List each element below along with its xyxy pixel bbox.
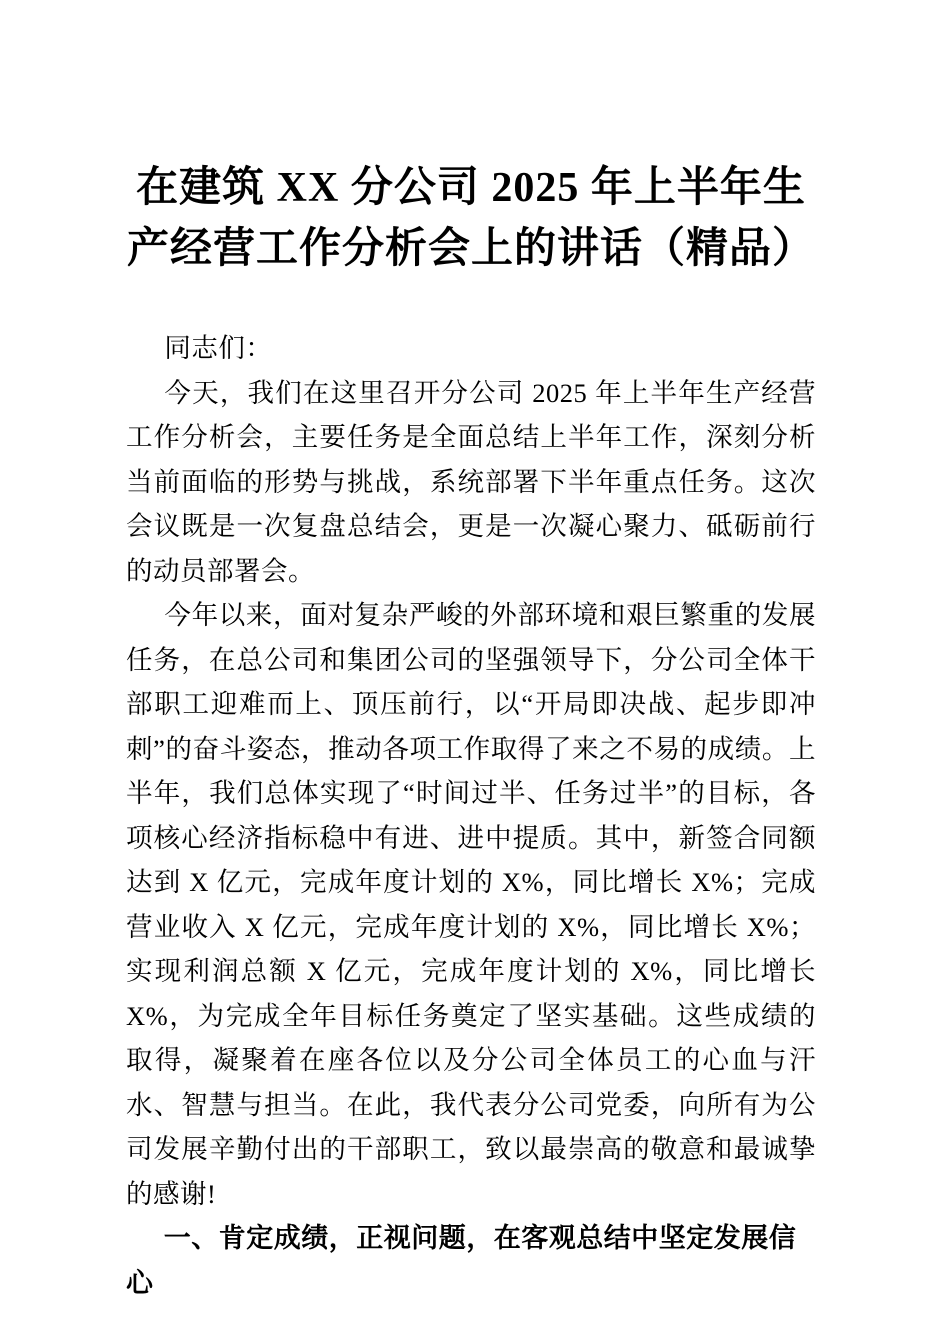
paragraph-achievements-summary: 今年以来，面对复杂严峻的外部环境和艰巨繁重的发展任务，在总公司和集团公司的坚强领导下，分公司全体干部职工迎难而上、顶压前行，以“开局即决战、起步即冲刺”的奋斗姿态，推动各项工作取得了来之不易的成绩。上半年，我们总体实现了“时间过半、任务过半”的目标，各项核心经济指标稳中有进、进中提质。其中，新签合同额达到 X 亿元，完成年度计划的 X%，同比增长 X%；完成营业收入 X 亿元，完成年度计划的 X%，同比增长 X%；实现利润总额 X 亿元，完成年度计划的 X%，同比增长 X%，为完成全年目标任务奠定了坚实基础。这些成绩的取得，凝聚着在座各位以及分公司全体员工的心血与汗水、智慧与担当。在此，我代表分公司党委，向所有为公司发展辛勤付出的干部职工，致以最崇高的敬意和最诚挚的感谢!	[126, 600, 816, 1209]
section-heading-1: 一、肯定成绩，正视问题，在客观总结中坚定发展信心	[126, 1223, 797, 1298]
salutation-line: 同志们：	[164, 333, 273, 363]
document-title: 在建筑 XX 分公司 2025 年上半年生产经营工作分析会上的讲话（精品）	[126, 165, 815, 272]
paragraph-meeting-purpose: 今天，我们在这里召开分公司 2025 年上半年生产经营工作分析会，主要任务是全面总结上半年工作，深刻分析当前面临的形势与挑战，系统部署下半年重点任务。这次会议既是一次复盘总结会，更是一次凝心聚力、砥砺前行的动员部署会。	[126, 377, 816, 586]
